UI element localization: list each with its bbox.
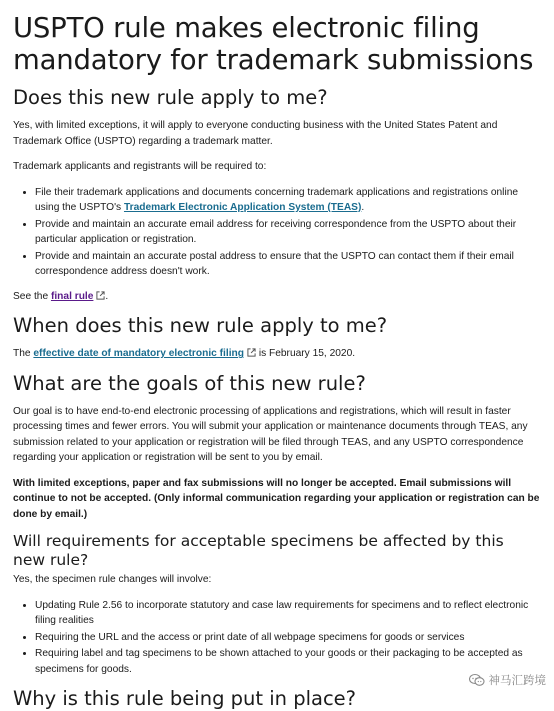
list-item: • File their trademark applications and documents concerning trademark applications and registrations online using the USPTO's Trademark Electronic Application System (TEAS). (35, 185, 540, 216)
watermark (469, 672, 547, 688)
effective-date-link[interactable]: effective date of mandatory electronic filing (33, 348, 244, 359)
effective-date-paragraph: The effective date of mandatory electronic filing is February 15, 2020. (13, 348, 356, 359)
heading-apply: Does this new rule apply to me? (13, 86, 328, 109)
list-item: • Requiring label and tag specimens to be shown attached to your goods or their packaging to be accepted as specimens for goods. (35, 646, 540, 677)
specimens-list (13, 598, 540, 678)
requirements-list (13, 185, 540, 280)
specimens-intro: Yes, the specimen rule changes will involve: (13, 574, 212, 585)
heading-when: When does this new rule apply to me? (13, 314, 388, 337)
list-item: • Updating Rule 2.56 to incorporate statutory and case law requirements for specimens and to reflect electronic filing realities (35, 598, 540, 629)
list-item: • Provide and maintain an accurate postal address to ensure that the USPTO can contact them if their email correspondence address doesn't work. (35, 249, 540, 280)
external-link-icon (247, 348, 256, 357)
teas-link[interactable]: Trademark Electronic Application System (TEAS) (123, 202, 362, 213)
see-final-rule: See the final rule . (13, 290, 109, 302)
heading-specimens: Will requirements for acceptable specimens be affected by this new rule? (13, 532, 504, 569)
page-title: USPTO rule makes electronic filing mandatory for trademark submissions (13, 12, 534, 76)
heading-why: Why is this rule being put in place? (13, 687, 357, 710)
goals-paragraph: Our goal is to have end-to-end electronic processing of applications and registrations, which will result in faster processing times and fewer errors. You will submit your application or maintenance documents through TEAS, any submission related to your application or registration will be filed through TEAS, and any USPTO correspondence regarding your application or registration will be sent to you by email. (13, 405, 528, 463)
chat-bubble-icon (469, 673, 485, 687)
list-item: • Provide and maintain an accurate email address for receiving correspondence from the USPTO about their particular application or registration. (35, 217, 540, 248)
goals-bold-paragraph: With limited exceptions, paper and fax submissions will no longer be accepted. Email submissions will continue to not be accepted. (Only informal communication regarding your application or registration can be done by email.) (13, 477, 540, 520)
final-rule-link[interactable]: final rule (50, 290, 94, 302)
list-item: • Requiring the URL and the access or print date of all webpage specimens for goods or services (35, 630, 540, 646)
apply-paragraph-2: Trademark applicants and registrants will be required to: (13, 161, 267, 172)
heading-goals: What are the goals of this new rule? (13, 371, 366, 395)
watermark-text: 神马汇跨境 (488, 673, 546, 687)
apply-paragraph-1: Yes, with limited exceptions, it will apply to everyone conducting business with the United States Patent and Trademark Office (USPTO) regarding a trademark matter. (13, 120, 498, 147)
